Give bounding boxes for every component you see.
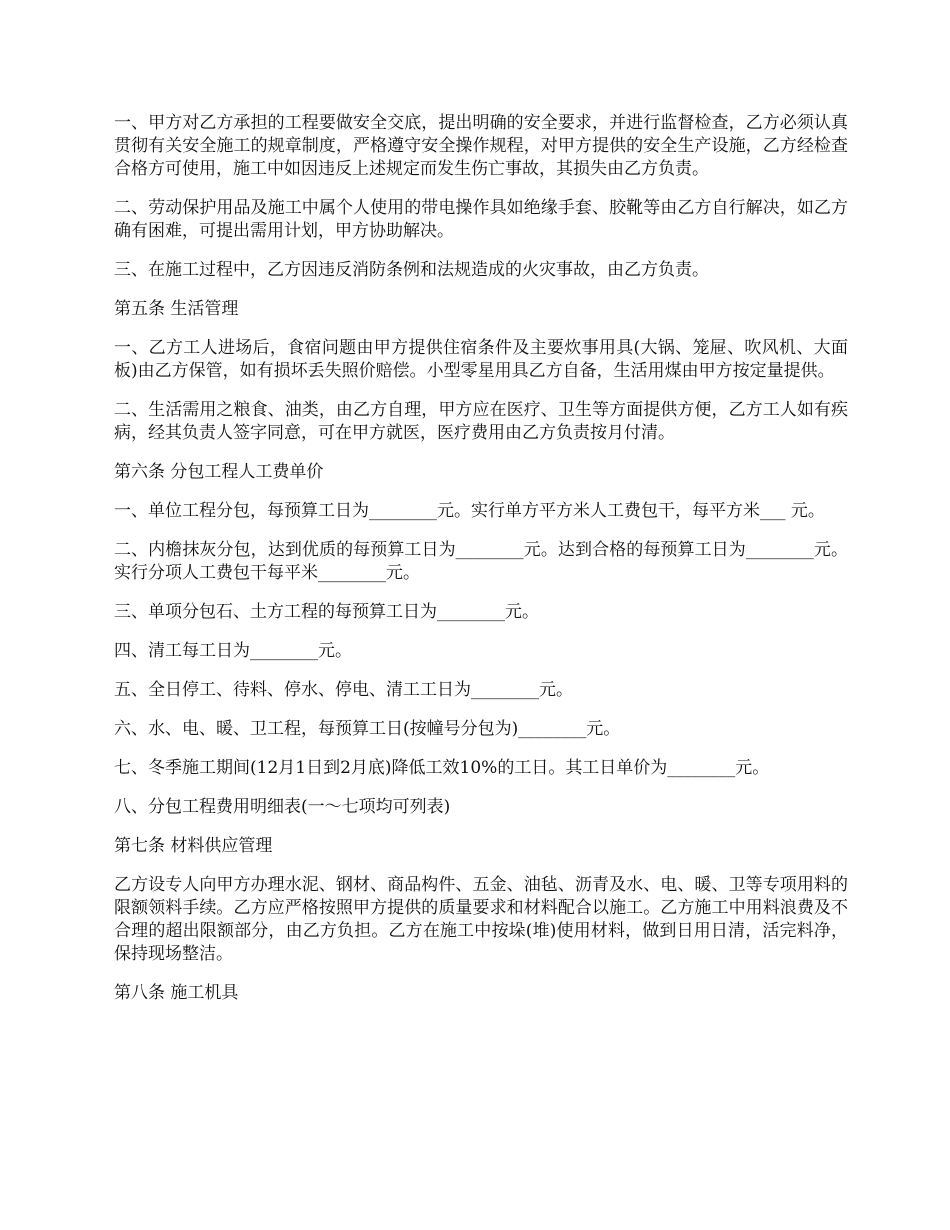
- section-heading-article-6: 第六条 分包工程人工费单价: [114, 462, 324, 482]
- paragraph-safety-2: 二、劳动保护用品及施工中属个人使用的带电操作具如绝缘手套、胶靴等由乙方自行解决，如乙方确有困难，可提出需用计划，甲方协助解决。: [114, 198, 848, 241]
- paragraph-price-1: 一、单位工程分包，每预算工日为________元。实行单方平方米人工费包干，每平方米___ 元。: [114, 501, 825, 521]
- paragraph-price-4: 四、清工每工日为________元。: [114, 641, 352, 661]
- paragraph-price-6: 六、水、电、暖、卫工程，每预算工日(按幢号分包为)________元。: [114, 719, 621, 739]
- document-body: [114, 112, 848, 1021]
- paragraph-safety-1: 一、甲方对乙方承担的工程要做安全交底，提出明确的安全要求，并进行监督检查，乙方必须认真贯彻有关安全施工的规章制度，严格遵守安全操作规程，对甲方提供的安全生产设施，乙方经检查合格方可使用，施工中如因违反上述规定而发生伤亡事故，其损失由乙方负责。: [114, 113, 848, 179]
- paragraph-price-8: 八、分包工程费用明细表(一～七项均可列表): [114, 797, 451, 817]
- paragraph-living-2: 二、生活需用之粮食、油类，由乙方自理，甲方应在医疗、卫生等方面提供方便，乙方工人如有疾病，经其负责人签字同意，可在甲方就医，医疗费用由乙方负责按月付清。: [114, 400, 848, 443]
- paragraph-price-2: 二、内檐抹灰分包，达到优质的每预算工日为________元。达到合格的每预算工日为________元。实行分项人工费包干每平米________元。: [114, 540, 848, 583]
- paragraph-price-5: 五、全日停工、待料、停水、停电、清工工日为________元。: [114, 680, 573, 700]
- paragraph-safety-3: 三、在施工过程中，乙方因违反消防条例和法规造成的火灾事故，由乙方负责。: [114, 260, 709, 280]
- section-heading-article-8: 第八条 施工机具: [114, 983, 239, 1003]
- paragraph-price-3: 三、单项分包石、土方工程的每预算工日为________元。: [114, 602, 539, 622]
- paragraph-materials-1: 乙方设专人向甲方办理水泥、钢材、商品构件、五金、油毡、沥青及水、电、暖、卫等专项用料的限额领料手续。乙方应严格按照甲方提供的质量要求和材料配合以施工。乙方施工中用料浪费及不合理的超出限额部分，由乙方负担。乙方在施工中按垛(堆)使用材料，做到日用日清，活完料净，保持现场整洁。: [114, 875, 848, 964]
- section-heading-article-7: 第七条 材料供应管理: [114, 836, 273, 856]
- section-heading-article-5: 第五条 生活管理: [114, 299, 239, 319]
- paragraph-price-7: 七、冬季施工期间(12月1日到2月底)降低工效10%的工日。其工日单价为________元。: [114, 758, 770, 778]
- paragraph-living-1: 一、乙方工人进场后，食宿问题由甲方提供住宿条件及主要炊事用具(大锅、笼屉、吹风机、大面板)由乙方保管，如有损坏丢失照价赔偿。小型零星用具乙方自备，生活用煤由甲方按定量提供。: [114, 338, 848, 381]
